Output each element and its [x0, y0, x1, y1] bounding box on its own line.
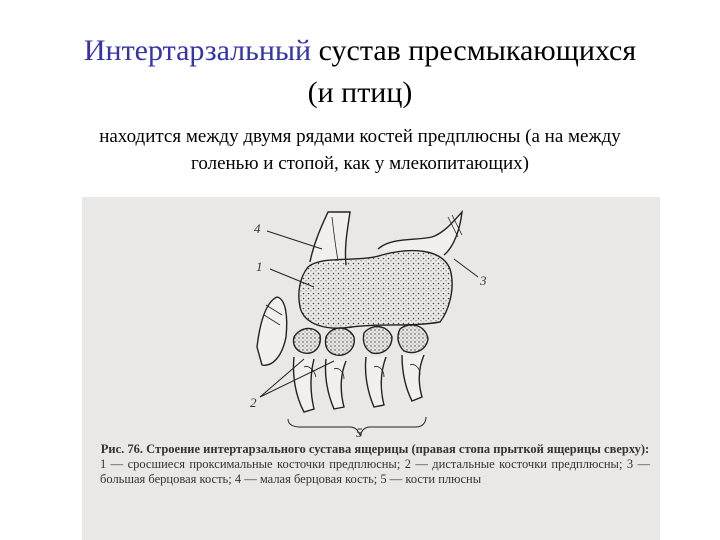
title-rest: сустав пресмыкающихся	[311, 34, 637, 67]
title-line-1	[0, 30, 720, 72]
left-bone-fragment	[257, 297, 287, 365]
title-line-2: (и птиц)	[307, 76, 413, 109]
distal-tarsal-1	[293, 328, 320, 353]
subtitle-line-2: голенью и стопой, как у млекопитающих)	[191, 153, 529, 174]
figure-scan	[82, 197, 660, 540]
metatarsal-3	[365, 357, 386, 407]
tibia-bone	[378, 212, 462, 255]
joint-drawing	[82, 197, 660, 437]
distal-tarsal-4	[398, 325, 428, 353]
fibula-bone	[310, 212, 350, 265]
label-1: 1	[256, 259, 263, 274]
leader-4	[267, 231, 322, 249]
distal-tarsal-2	[325, 328, 354, 355]
subtitle-line-1: находится между двумя рядами костей предплюсны (а на между	[99, 126, 621, 147]
leader-3	[454, 259, 478, 277]
caption-title: Рис. 76. Строение интертарзального сустава ящерицы (правая стопа прыткой ящерицы сверху):	[100, 442, 650, 456]
metatarsal-2	[325, 359, 346, 409]
slide-subtitle	[20, 123, 700, 177]
caption-body: 1 — сросшиеся проксимальные косточки предплюсны; 2 — дистальные косточки предплюсны; 3 — большая берцовая кость; 4 — малая берцовая кость; 5 — кости плюсны	[100, 457, 650, 486]
label-4: 4	[254, 221, 261, 236]
proximal-tarsal	[299, 251, 452, 329]
label-3: 3	[480, 273, 487, 288]
metatarsal-4	[402, 355, 424, 401]
title-accent-word: Интертарзальный	[83, 34, 312, 67]
label-2: 2	[250, 395, 257, 410]
figure-caption	[100, 442, 650, 487]
slide-title	[0, 30, 720, 114]
label-5: 5	[356, 425, 363, 437]
distal-tarsal-3	[363, 327, 392, 354]
